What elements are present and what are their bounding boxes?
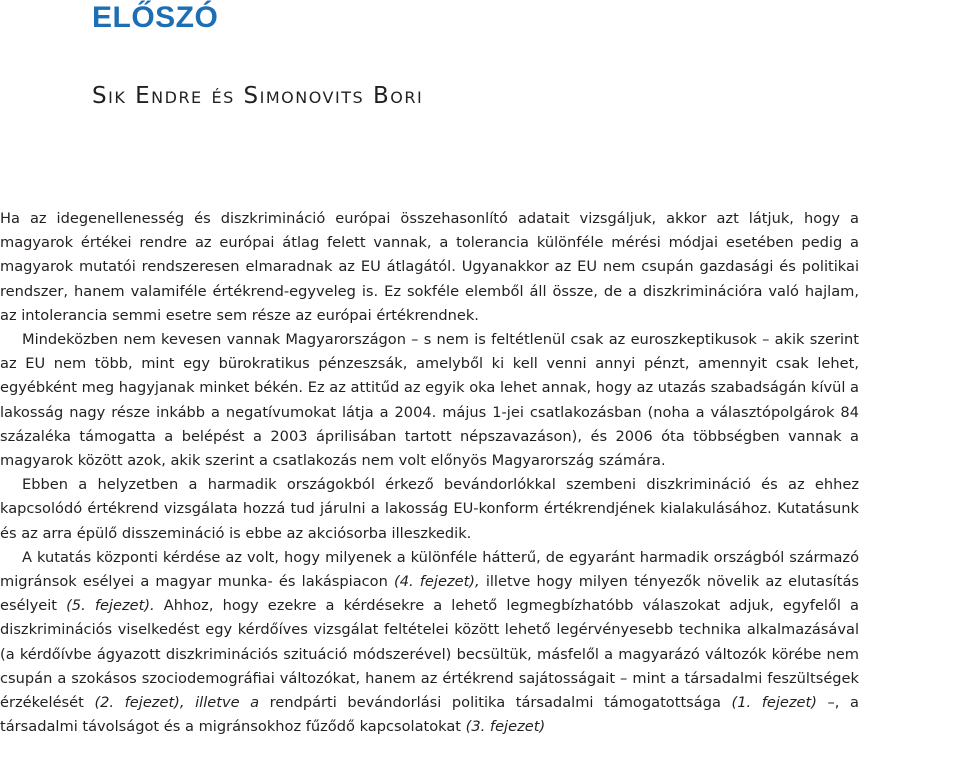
paragraph-4 — [0, 546, 859, 740]
chapter-reference: (1. fejezet) — [731, 694, 817, 712]
chapter-reference: (5. fejezet). — [66, 597, 155, 615]
paragraph-text: illetve hogy milyen tényezők növelik az elutasítás esélyeit — [0, 573, 860, 615]
paragraph-3 — [0, 473, 859, 546]
body-text — [0, 207, 859, 739]
paragraph-1 — [0, 207, 859, 328]
paragraph-text: Mindeközben nem kevesen vannak Magyarországon – s nem is feltétlenül csak az euroszkeptikusok – akik szerint az EU nem több, mint egy bürokratikus pénzeszsák, amelyből ki kell venni annyi pénzt, amennyit csak lehet, egyébként meg hagyjanak minket békén. Ez az attitűd az egyik oka lehet annak, hogy az utazás szabadságán kívül a lakosság nagy része inkább a negatívumokat látja a 2004. május 1-jei csatlakozásban (noha a választópolgárok 84 százaléka támogatta a belépést a 2003 áprilisában tartott népszavazáson), és 2006 óta többségben vannak a magyarok között azok, akik szerint a csatlakozás nem volt előnyös Magyarország számára. — [0, 331, 859, 470]
paragraph-text: Ahhoz, hogy ezekre a kérdésekre a lehető legmegbízhatóbb válaszokat adjuk, egyfelől a diszkriminációs viselkedést egy kérdőíves vizsgálat feltételei között lehető legérvényesebb technika alkalmazásával (a kérdőívbe ágyazott diszkriminációs szituáció módszerével) becsültük, másfelől a magyarázó változók körébe nem csupán a szokásos szociodemográfiai változókat, hanem az értékrend sajátosságait – mint a társadalmi feszültségek érzékelését — [0, 597, 859, 712]
paragraph-2 — [0, 328, 859, 473]
chapter-title: ELŐSZÓ — [92, 1, 219, 34]
paragraph-text: rendpárti bevándorlási politika társadalmi támogatottsága — [259, 694, 732, 712]
paragraph-text: Ha az idegenellenesség és diszkrimináció európai összehasonlító adatait vizsgáljuk, akkor azt látjuk, hogy a magyarok értékei rendre az európai átlag felett vannak, a tolerancia különféle mérési módjai esetében pedig a magyarok mutatói rendszeresen elmaradnak az EU átlagától. Ugyanakkor az EU nem csupán gazdasági és politikai rendszer, hanem valamiféle értékrend-egyveleg is. Ez sokféle elemből áll össze, de a diszkriminációra való hajlam, az intolerancia semmi esetre sem része az európai értékrendnek. — [0, 210, 859, 324]
paragraph-text: Ebben a helyzetben a harmadik országokból érkező bevándorlókkal szembeni diszkrimináció és az ehhez kapcsolódó értékrend vizsgálata hozzá tud járulni a lakosság EU-konform értékrendjének kialakulásához. Kutatásunk és az arra épülő disszemináció is ebbe az akciósorba illeszkedik. — [0, 476, 859, 542]
chapter-reference: (3. fejezet) — [465, 718, 546, 736]
paragraph-text: –, a társadalmi távolságot és a migránsokhoz fűződő kapcsolatokat — [0, 694, 859, 736]
chapter-reference: (2. fejezet), illetve a — [94, 694, 260, 712]
chapter-authors: Sik Endre és Simonovits Bori — [92, 83, 424, 109]
paragraph-text: A kutatás központi kérdése az volt, hogy milyenek a különféle hátterű, de egyaránt harmadik országból származó migránsok esélyei a magyar munka- és lakáspiacon — [0, 548, 859, 591]
chapter-reference: (4. fejezet), — [394, 573, 480, 591]
